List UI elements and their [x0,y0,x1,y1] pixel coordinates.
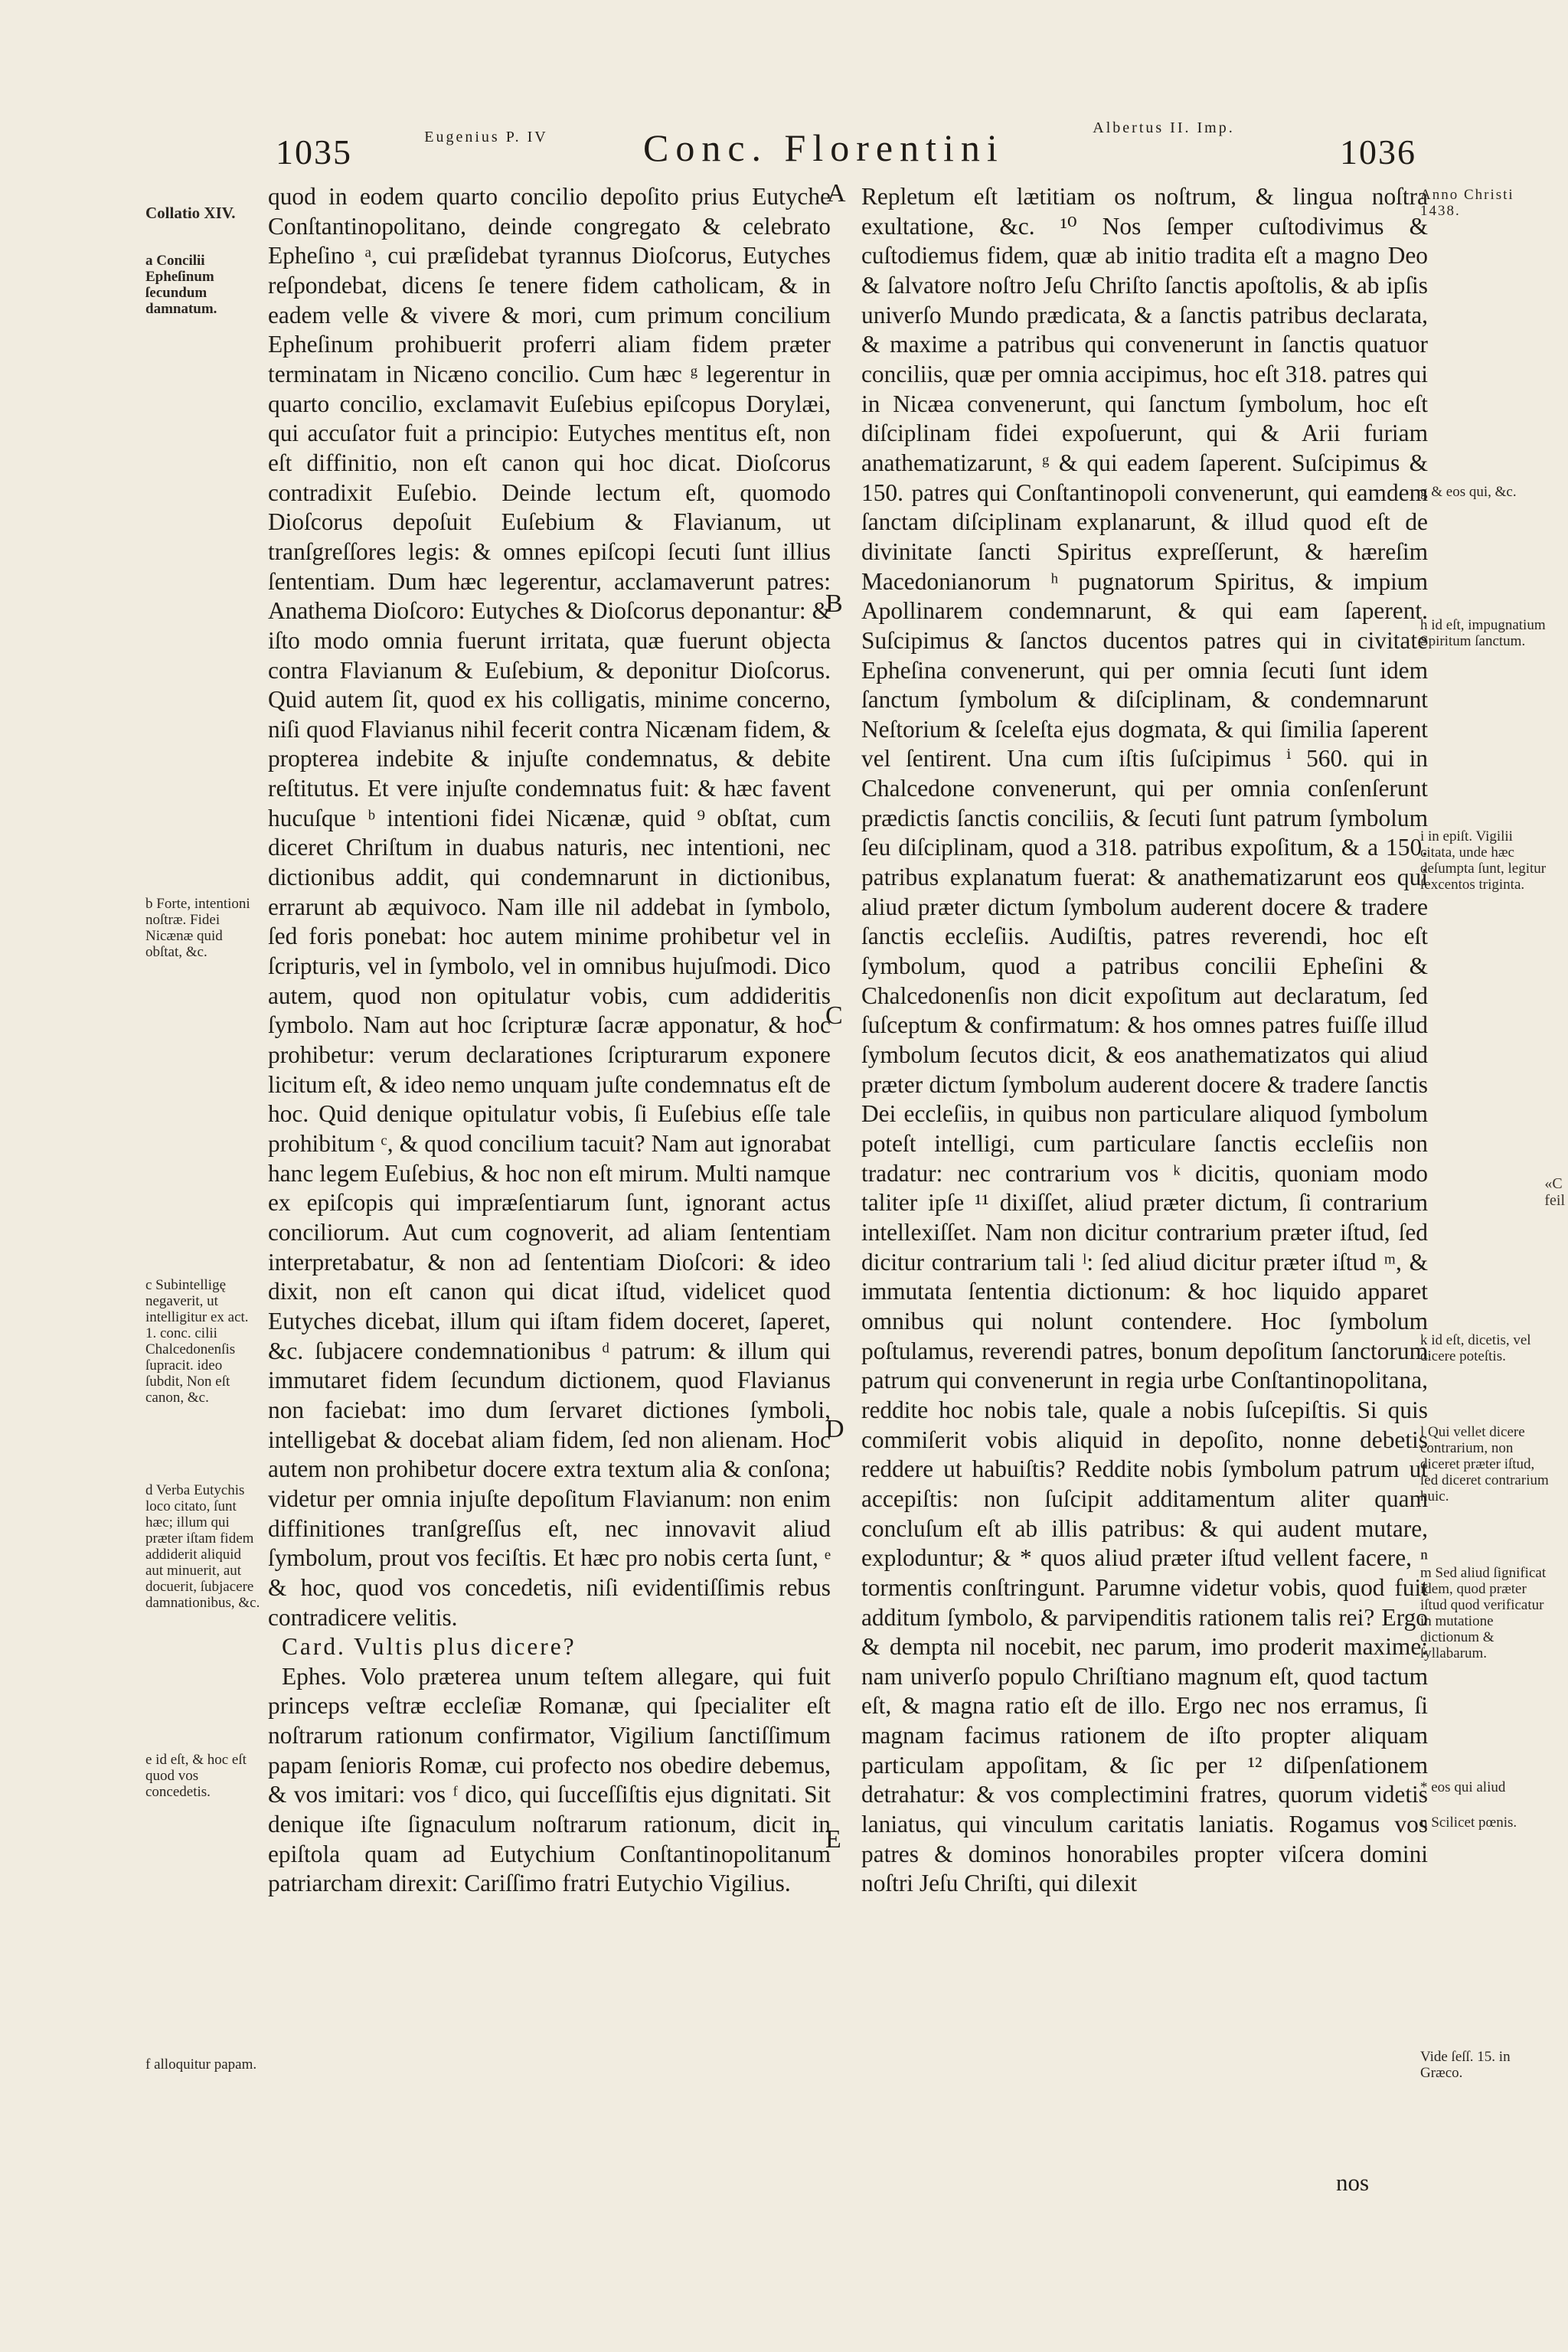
left-margin-notes [145,205,260,2119]
paragraph: Ephes. Volo præterea unum teſtem allegare, qui fuit princeps veſtræ eccleſiæ Romanæ, qui ſpecialiter eſt noſtrarum rationum confirmator, Vigilium ſanctiſſimum papam ſenioris Romæ, cui profecto nos obedire debemus, & vos imitari: vos ᶠ dico, qui ſucceſſiſtis ejus dignitati. Sit denique iſte ſignaculum noſtrarum rationum, dicit in epiſtola quam ad Eutychium Conſtantinopolitanum patriarcham direxit: Cariſſimo fratri Eutychio Vigilius. [268,1662,831,1897]
emperor-name: Albertus II. Imp. [1093,119,1235,136]
margin-note: g & eos qui, &c. [1420,484,1517,500]
margin-note: m Sed aliud ſignificat idem, quod præter iſtud quod verificatur in mutatione dictionum & ſyllabarum. [1420,1565,1547,1661]
section-letter: E [825,1825,841,1854]
margin-note: f alloquitur papam. [145,2056,257,2073]
margin-note: d Verba Eutychis loco citato, ſunt hæc; illum qui præter iſtam fidem addiderit aliquid aut minuerit, aut docuerit, ſubjacere damnationibus, &c. [145,1482,260,1611]
margin-note: * eos qui aliud [1420,1779,1506,1795]
right-margin-notes [1420,187,1550,2139]
paragraph: quod in eodem quarto concilio depoſito prius Eutyche Conſtantinopolitano, deinde congregato & celebrato Epheſino ᵃ, cui præſidebat tyrannus Dioſcorus, Eutyches reſpondebat, dicens ſe tenere fidem catholicam, & in eadem velle & vivere & mori, cum primum concilium Epheſinum prohibuerit proferri aliam fidem præter terminatam in Nicæno concilio. Cum hæc ᵍ legerentur in quarto concilio, exclamavit Euſebius epiſcopus Dorylæi, qui accuſator fuit a principio: Eutyches mentitus eſt, non eſt diffinitio, non eſt canon qui hoc dicat. Dioſcorus contradixit Euſebio. Deinde lectum eſt, quomodo Dioſcorus depoſuit Euſebium & Flavianum, ut tranſgreſſores legis: & omnes epiſcopi ſecuti ſunt illius ſententiam. Dum hæc legerentur, acclamaverunt patres: Anathema Dioſcoro: Eutyches & Dioſcorus deponantur: & iſto modo omnia fuerunt irritata, quæ fuerunt objecta contra Flavianum & Euſebium, & deponitur Dioſcorus. Quid autem ſit, quod ex his colligatis, minime concerno, niſi quod Flavianus nihil fecerit contra Nicænam fidem, & propterea indebite & injuſte condemnatus, & debite reſtitutus. Et vere injuſte condemnatus fuit: & hæc favent hucuſque ᵇ intentioni fidei Nicænæ, quid ⁹ obſtat, cum diceret Chriſtum in duabus naturis, nec intentioni, nec dictionibus addit, qui condemnarunt in dictionibus, errarunt ab æquivoco. Nam ille nil addebat in ſymbolo, ſed foris ponebat: hoc autem minime prohibetur vel in ſcripturis, vel in ſymbolo, vel in omnibus hujuſmodi. Dico autem, quod non opitulatur vobis, cum addideritis ſymbolo. Nam aut hoc ſcripturæ ſacræ apponatur, & hoc prohibetur: verum declarationes ſcripturarum exponere licitum eſt, & ideo nemo unquam juſte condemnatus eſt de hoc. Quid denique opitulatur vobis, ſi Euſebius eſſe tale prohibitum ᶜ, & quod concilium tacuit? Nam aut ignorabat hanc legem Euſebius, & hoc non eſt mirum. Multi namque ex epiſcopis qui impræſentiarum ſunt, ignorant actus conciliorum. Aut cum cognoverit, ad aliam ſententiam interpretabatur, & non ad ſententiam Dioſcori: & ideo dixit, non eſt canon qui dicat iſtud, videlicet quod Eutyches dicebat, illum qui iſtam fidem doceret, ſaperet, &c. ſubjacere condemnationibus ᵈ patrum: & illum qui immutaret fidem ſecundum dictionem, quod Flavianus non faciebat: imo dum ſervaret dictiones ſymboli, intelligebat & docebat aliam fidem, ſed non alienam. Hoc autem non prohibetur docere extra textum alia & conſona; videtur per omnia injuſte depoſitum Flavianum: non enim diffinitiones tranſgreſſus eſt, nec innovavit aliud ſymbolum, prout vos feciſtis. Et hæc pro nobis certa ſunt, ᵉ & hoc, quod vos concedetis, niſi evidentiſſimis rebus contradicere velitis. [268,183,831,1631]
margin-note: Vide ſeſſ. 15. in Græco. [1420,2049,1511,2081]
margin-note: l Qui vellet dicere contrarium, non diceret præter iſtud, ſed diceret contrarium huic. [1420,1424,1549,1504]
margin-note: Collatio XIV. [145,204,236,222]
edge-fragment: «C feil [1544,1175,1565,1209]
margin-note: i in epiſt. Vigilii citata, unde hæc deſumpta ſunt, legitur ſexcentos triginta. [1420,828,1547,893]
catchword: nos [1336,2169,1370,2196]
section-letter: C [825,1001,843,1030]
margin-note: c Subintelligę negaverit, ut intelligitur ex act. 1. conc. cilii Chalcedonenſis ſupracit. ideo ſubdit, Non eſt canon, &c. [145,1277,249,1406]
section-letter: A [827,179,846,207]
margin-note: n Scilicet pœnis. [1420,1815,1517,1831]
margin-note: Anno Christi 1438. [1420,187,1514,219]
margin-note: h id eſt, impugnatium Spiritum ſanctum. [1420,617,1546,649]
right-text-column [861,182,1428,1899]
margin-note: e id eſt, & hoc eſt quod vos concedetis. [145,1752,247,1800]
section-letter: B [825,590,843,618]
paragraph: Repletum eſt lætitiam os noſtrum, & lingua noſtra exultatione, &c. ¹⁰ Nos ſemper cuſtodivimus & cuſtodiemus fidem, quæ ab initio tradita eſt a magno Deo & ſalvatore noſtro Jeſu Chriſto ſanctis apoſtolis, & ab ipſis univerſo Mundo prædicata, & a ſanctis patribus declarata, & maxime a patribus qui convenerunt in ſanctis quatuor conciliis, quæ per omnia accipimus, hoc eſt 318. patres qui in Nicæa convenerunt, qui ſanctum ſymbolum, hoc eſt diſciplinam fidei expoſuerunt, qui & Arii furiam anathematizarunt, ᵍ & qui eadem ſaperent. Suſcipimus & 150. patres qui Conſtantinopoli convenerunt, qui eamdem ſanctam diſciplinam explanarunt, & illud quod eſt de divinitate ſancti Spiritus expreſſerunt, & hæreſim Macedonianorum ʰ pugnatorum Spiritus, & impium Apollinarem condemnarunt, & qui eam ſaperent. Suſcipimus & ſanctos ducentos patres qui in civitate Epheſina convenerunt, qui per omnia ſecuti ſunt idem ſanctum ſymbolum & diſciplinam, & condemnarunt Neſtorium & ſceleſta ejus dogmata, & qui ſimilia ſaperent vel ſentirent. Una cum iſtis ſuſcipimus ⁱ 560. qui in Chalcedone convenerunt, qui per omnia conſenſerunt prædictis ſanctis conciliis, & ſecuti ſunt patrum ſymbolum ſeu diſciplinam, quod a 318. patribus expoſitum, & a 150. patribus explanatum fuerat: & anathematizarunt eos qui aliud præter dictum ſymbolum auderent docere & tradere ſanctis eccleſiis. Audiſtis, patres reverendi, hoc eſt ſymbolum, quod a patribus concilii Epheſini & Chalcedonenſis non dicit expoſitum aut declaratum, ſed ſuſceptum & confirmatum: & hos omnes patres fuiſſe illud ſymbolum ſecutos dicit, & eos anathematizatos qui aliud præter dictum ſymbolum auderent docere & tradere ſanctis Dei eccleſiis, in quibus non particulare aliquod ſymbolum poteſt intelligi, cum particulare ſanctis eccleſiis non tradatur: nec contrarium vos ᵏ dicitis, quoniam modo taliter ipſe ¹¹ dixiſſet, aliud præter dictum, ſi contrarium intellexiſſet. Nam non dicitur contrarium præter iſtud, ſed dicitur contrarium tali ˡ: ſed aliud dicitur præter iſtud ᵐ, & immutata ſententia dictionum: & hoc liquido apparet omnibus qui nolunt contendere. Hoc ſymbolum poſtulamus, reverendi patres, bonum depoſitum ſanctorum patrum qui convenerunt in regia urbe Conſtantinopolitana, reddite hoc nobis tale, quale a nobis ſuſcepiſtis. Si quis commiſerit vobis aliquid in depoſito, nonne debetis reddere ut habuiſtis? Reddite nobis ſymbolum patrum ut accepiſtis: non ſuſcipit additamentum aliter quam concluſum eſt ab illis patribus: & qui audent mutare, exploduntur; & * quos aliud præter iſtud vellent facere, ⁿ tormentis conſtringunt. Parumne videtur vobis, quod fuit additum ſymbolo, & parvipenditis rationem talis rei? Ergo & dempta nil nocebit, nec parum, imo proderit maxime: nam univerſo populo Chriſtiano magnum eſt, quod tactum eſt, & magna ratio eſt de illo. Ergo nec nos erramus, ſi magnam facimus rationem de iſto propter aliquam particulam appoſitam, & ſic per ¹² diſpenſationem detrahatur: & vos complectimini fratres, quorum videtis laniatus, qui vinculum caritatis laniatis. Rogamus vos patres & dominos honorabiles propter viſcera domini noſtri Jeſu Chriſti, qui dilexit [861,183,1428,1897]
margin-note: b Forte, intentioni noſtræ. Fidei Nicænæ quid obſtat, &c. [145,896,250,960]
running-title: Conc. Florentini [643,126,1004,169]
pope-name: Eugenius P. IV [424,129,548,145]
page-number-left: 1035 [276,132,352,172]
section-letter: D [825,1415,844,1443]
page-number-right: 1036 [1340,132,1416,172]
margin-note: k id eſt, dicetis, vel dicere poteſtis. [1420,1332,1531,1364]
paragraph: Card. Vultis plus dicere? [282,1633,577,1661]
left-text-column [268,182,831,1899]
margin-note: a Concilii Epheſinum ſecundum damnatum. [145,253,217,317]
